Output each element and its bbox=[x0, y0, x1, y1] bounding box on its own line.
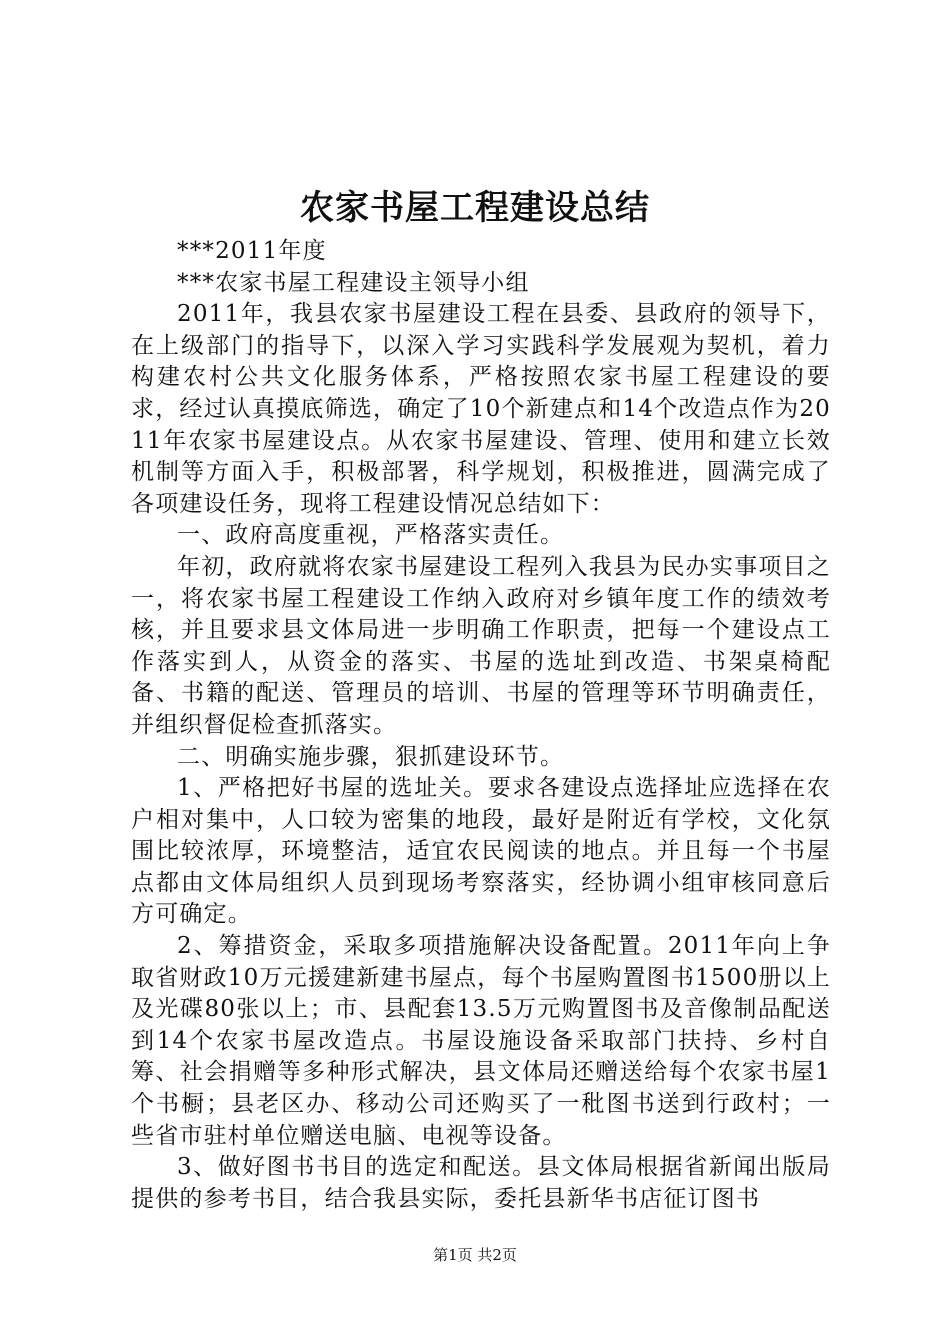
paragraph-year: ***2011年度 bbox=[177, 238, 327, 264]
paragraph-item-1: 1、严格把好书屋的选址关。要求各建设点选择址应选择在农户相对集中，人口较为密集的地段，最好是附近有学校，文化氛围比较浓厚，环境整洁，适宜农民阅读的地点。并且每一个书屋点都由文体局组织人员到现场考察落实，经协调小组审核同意后方可确定。 bbox=[131, 775, 831, 928]
section-heading-2: 二、明确实施步骤，狠抓建设环节。 bbox=[177, 743, 565, 770]
paragraph-intro: 2011年，我县农家书屋建设工程在县委、县政府的领导下，在上级部门的指导下，以深入学习实践科学发展观为契机，着力构建农村公共文化服务体系，严格按照农家书屋工程建设的要求，经过认真摸底筛选，确定了10个新建点和14个改造点作为2011年农家书屋建设点。从农家书屋建设、管理、使用和建立长效机制等方面入手，积极部署，科学规划，积极推进，圆满完成了各项建设任务，现将工程建设情况总结如下： bbox=[131, 301, 831, 517]
paragraph-item-2: 2、筹措资金，采取多项措施解决设备配置。2011年向上争取省财政10万元援建新建书屋点，每个书屋购置图书1500册以上及光碟80张以上；市、县配套13.5万元购置图书及音像制品配送到14个农家书屋改造点。书屋设施设备采取部门扶持、乡村自筹、社会捐赠等多种形式解决，县文体局还赠送给每个农家书屋1个书橱；县老区办、移动公司还购买了一秕图书送到行政村；一些省市驻村单位赠送电脑、电视等设备。 bbox=[131, 933, 831, 1149]
paragraph-section-1: 年初，政府就将农家书屋建设工程列入我县为民办实事项目之一，将农家书屋工程建设工作纳入政府对乡镇年度工作的绩效考核，并且要求县文体局进一步明确工作职责，把每一个建设点工作落实到人，从资金的落实、书屋的选址到改造、书架桌椅配备、书籍的配送、管理员的培训、书屋的管理等环节明确责任，并组织督促检查抓落实。 bbox=[131, 553, 831, 738]
document-title: 农家书屋工程建设总结 bbox=[300, 188, 650, 228]
page-footer: 第1页 共2页 bbox=[433, 1246, 517, 1264]
paragraph-item-3: 3、做好图书书目的选定和配送。县文体局根据省新闻出版局提供的参考书目，结合我县实际，委托县新华书店征订图书 bbox=[131, 1154, 831, 1212]
document-body bbox=[131, 236, 831, 1215]
paragraph-author: ***农家书屋工程建设主领导小组 bbox=[177, 269, 530, 296]
section-heading-1: 一、政府高度重视，严格落实责任。 bbox=[177, 522, 565, 549]
